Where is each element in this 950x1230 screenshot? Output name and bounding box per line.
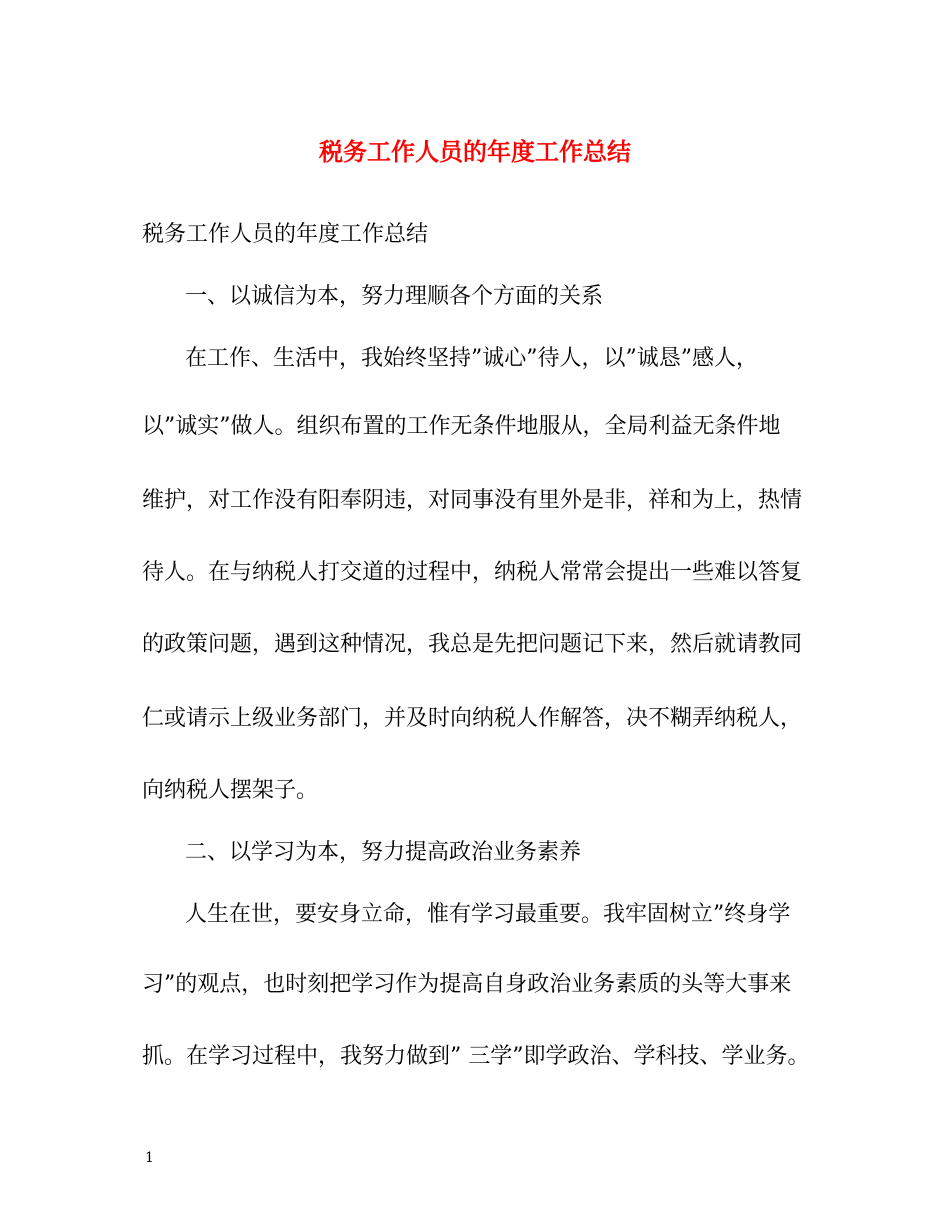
section-heading-2: 二、以学习为本，努力提高政治业务素养 — [185, 840, 582, 865]
paragraph-line: 人生在世，要安身立命，惟有学习最重要。我牢固树立”终身学 — [185, 902, 791, 927]
paragraph-line: 待人。在与纳税人打交道的过程中，纳税人常常会提出一些难以答复 — [142, 560, 803, 585]
paragraph-line: 以”诚实”做人。组织布置的工作无条件地服从，全局利益无条件地 — [142, 414, 781, 439]
paragraph-line: 习”的观点，也时刻把学习作为提高自身政治业务素质的头等大事来 — [142, 972, 792, 997]
document-title: 税务工作人员的年度工作总结 — [319, 137, 631, 166]
page-number: 1 — [145, 1150, 154, 1166]
paragraph-line: 的政策问题，遇到这种情况，我总是先把问题记下来，然后就请教同 — [142, 632, 803, 657]
paragraph-line: 向纳税人摆架子。 — [142, 778, 319, 803]
subtitle-line: 税务工作人员的年度工作总结 — [142, 222, 429, 247]
section-heading-1: 一、以诚信为本，努力理顺各个方面的关系 — [185, 284, 604, 309]
paragraph-line: 仁或请示上级业务部门，并及时向纳税人作解答，决不糊弄纳税人， — [142, 706, 803, 731]
paragraph-line: 抓。在学习过程中，我努力做到” 三学”即学政治、学科技、学业务。 — [142, 1044, 810, 1069]
paragraph-line: 在工作、生活中，我始终坚持”诚心”待人，以”诚恳”感人， — [185, 346, 758, 371]
paragraph-line: 维护，对工作没有阳奉阴违，对同事没有里外是非，祥和为上，热情 — [142, 488, 803, 513]
